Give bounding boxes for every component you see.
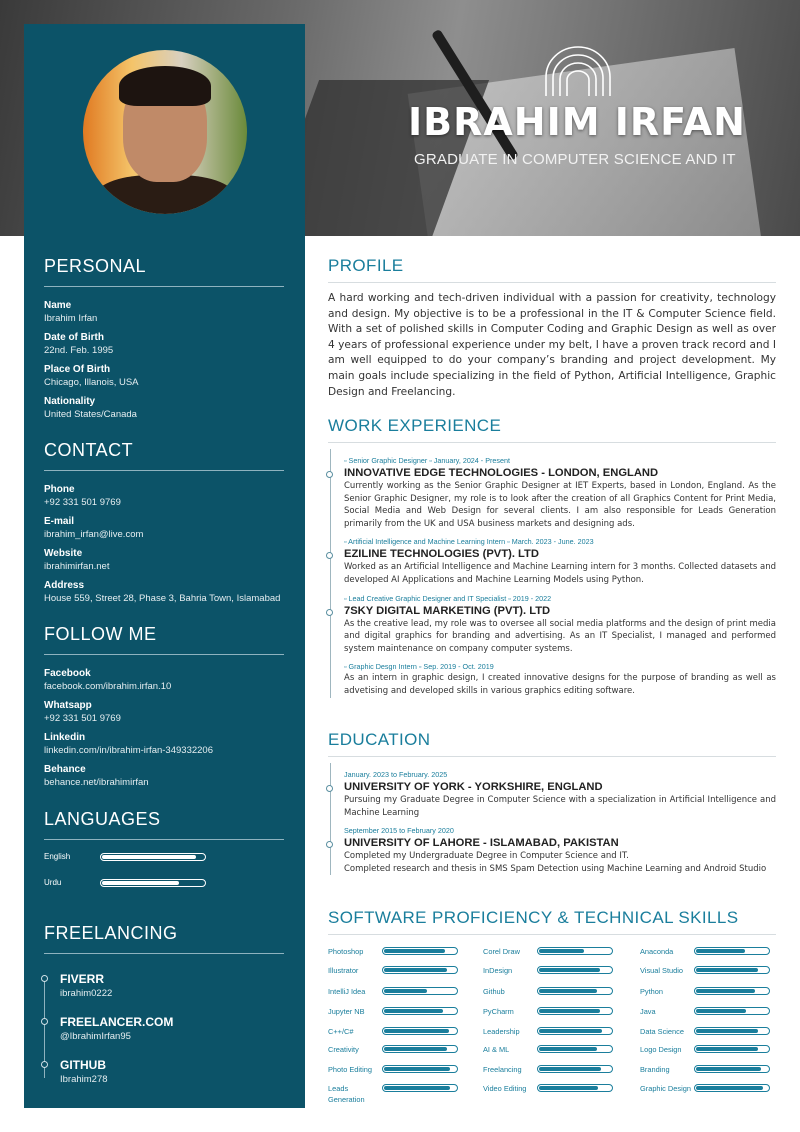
skill-level-fill — [539, 1086, 598, 1090]
skill-item — [640, 986, 780, 1006]
candidate-subtitle: GRADUATE IN COMPUTER SCIENCE AND IT — [414, 151, 736, 168]
website-link[interactable]: ibrahimirfan.net — [44, 561, 110, 572]
skill-level-fill — [539, 1029, 602, 1033]
skill-item — [640, 965, 780, 985]
contact-field — [44, 515, 284, 541]
freelancing-section — [44, 923, 284, 1101]
education-timeline — [328, 769, 776, 875]
skill-item — [483, 1044, 623, 1064]
skill-level-bar — [382, 1027, 458, 1035]
language-level-bar — [100, 853, 206, 861]
work-entry — [344, 455, 776, 530]
follow-field — [44, 763, 284, 789]
skill-name: Anaconda — [640, 947, 674, 956]
skill-level-fill — [696, 1067, 761, 1071]
work-section — [328, 416, 776, 704]
skill-level-fill — [384, 989, 427, 993]
follow-field — [44, 667, 284, 693]
skill-level-fill — [539, 1047, 597, 1051]
field-label: Name — [44, 300, 72, 311]
skill-item — [483, 1006, 623, 1026]
language-level-fill — [102, 855, 196, 859]
language-row — [44, 852, 284, 878]
skill-level-fill — [696, 1047, 758, 1051]
skill-level-bar — [694, 1045, 770, 1053]
education-description: Completed my Undergraduate Degree in Computer Science and IT. Completed research and thesis in SMS Spam Detection using Machine Learning and Android Studio — [344, 851, 767, 874]
skill-item — [640, 1044, 780, 1064]
skill-name: IntelliJ Idea — [328, 987, 366, 996]
skill-level-bar — [537, 1065, 613, 1073]
skill-name: InDesign — [483, 966, 513, 975]
work-description: As the creative lead, my role was to oversee all social media platforms and the design of print media and digital graphics for branding and advertising. As an IT Specialist, I managed and performed system maintenance on company computer systems. — [344, 618, 776, 654]
work-timeline — [328, 455, 776, 698]
skill-name: Video Editing — [483, 1084, 527, 1093]
field-label: Behance — [44, 764, 86, 775]
skill-item — [640, 1026, 780, 1046]
skill-level-fill — [696, 1009, 746, 1013]
field-label: Phone — [44, 484, 75, 495]
timeline-dot-icon — [41, 1018, 48, 1025]
skill-level-bar — [537, 947, 613, 955]
skill-level-fill — [696, 1086, 763, 1090]
field-label: Website — [44, 548, 83, 559]
skill-level-bar — [537, 1007, 613, 1015]
skill-level-fill — [384, 968, 447, 972]
skill-level-bar — [694, 966, 770, 974]
skill-name: Data Science — [640, 1027, 684, 1036]
timeline-line — [330, 449, 331, 698]
skill-name: Illustrator — [328, 966, 359, 975]
profile-text: A hard working and tech-driven individual with a passion for creativity, technology and design. My objective is to be a professional in the IT & Computer Science field. With a set of polished skills in Computer Coding and Graphic Design as well as over 4 years of professional experience under my belt, I have a proven track record and I am well equipped to do your company’s branding and project development. My main goals include specializing in the field of Python, Artificial Intelligence, Graphic Design and Freelancing. — [328, 292, 776, 398]
skill-level-fill — [539, 949, 584, 953]
platform-name: FIVERR — [60, 972, 105, 986]
skill-level-fill — [384, 949, 445, 953]
platform-handle: Ibrahim278 — [60, 1074, 108, 1085]
personal-section — [44, 256, 284, 427]
skill-level-fill — [696, 949, 745, 953]
freelancing-item[interactable] — [44, 1015, 284, 1058]
skill-level-fill — [384, 1086, 450, 1090]
work-entry — [344, 661, 776, 697]
skill-level-bar — [694, 1027, 770, 1035]
field-label: Facebook — [44, 668, 91, 679]
skill-level-fill — [539, 1067, 601, 1071]
skill-name: AI & ML — [483, 1045, 510, 1054]
language-level-fill — [102, 881, 179, 885]
field-label: Whatsapp — [44, 700, 92, 711]
skill-level-fill — [384, 1009, 443, 1013]
work-meta: ▫ Senior Graphic Designer ▫ January, 2024 - Present — [344, 456, 510, 465]
skill-level-fill — [696, 968, 758, 972]
education-section — [328, 730, 776, 881]
language-name: Urdu — [44, 878, 62, 887]
skill-name: Leadership — [483, 1027, 520, 1036]
skill-name: Java — [640, 1007, 656, 1016]
skill-level-fill — [696, 1029, 758, 1033]
skill-level-fill — [539, 968, 600, 972]
personal-field — [44, 395, 284, 421]
timeline-dot-icon — [326, 471, 333, 478]
personal-field — [44, 363, 284, 389]
work-heading: WORK EXPERIENCE — [328, 416, 776, 443]
work-meta: ▫ Graphic Desgn Intern ▫ Sep. 2019 - Oct. 2019 — [344, 662, 494, 672]
skill-level-fill — [539, 989, 597, 993]
skill-level-fill — [384, 1047, 447, 1051]
education-meta: September 2015 to February 2020 — [344, 826, 454, 836]
language-row — [44, 878, 284, 904]
skill-level-bar — [537, 1084, 613, 1092]
follow-section — [44, 624, 284, 795]
skill-item — [640, 1064, 780, 1084]
contact-section — [44, 440, 284, 611]
profile-photo — [83, 50, 247, 214]
skill-level-bar — [382, 987, 458, 995]
arch-logo-icon — [543, 44, 613, 96]
skill-name: PyCharm — [483, 1007, 514, 1016]
skill-name: Graphic Design — [640, 1084, 691, 1093]
personal-field — [44, 331, 284, 357]
contact-heading: CONTACT — [44, 440, 284, 471]
skill-name: Photo Editing — [328, 1065, 372, 1074]
skill-item — [640, 1006, 780, 1026]
language-level-bar — [100, 879, 206, 887]
skill-name: Github — [483, 987, 505, 996]
field-value: United States/Canada — [44, 409, 137, 420]
freelancing-item[interactable] — [44, 1058, 284, 1101]
language-name: English — [44, 852, 71, 861]
freelancing-item[interactable] — [44, 972, 284, 1015]
field-label: Place Of Birth — [44, 364, 111, 375]
languages-heading: LANGUAGES — [44, 809, 284, 840]
work-entry — [344, 593, 776, 656]
skill-item — [483, 965, 623, 985]
work-meta: ▫ Lead Creative Graphic Designer and IT Specialist ▫ 2019 - 2022 — [344, 593, 552, 603]
work-title: EZILINE TECHNOLOGIES (PVT). LTD — [344, 548, 539, 561]
profile-section — [328, 256, 776, 400]
timeline-dot-icon — [41, 975, 48, 982]
field-value: 22nd. Feb. 1995 — [44, 345, 114, 356]
skill-level-bar — [537, 1045, 613, 1053]
skill-name: Logo Design — [640, 1045, 682, 1054]
education-meta: January. 2023 to February. 2025 — [344, 770, 448, 779]
skill-level-bar — [382, 1065, 458, 1073]
candidate-name: IBRAHIM IRFAN — [408, 100, 746, 144]
field-label: Date of Birth — [44, 332, 104, 343]
field-label: Address — [44, 580, 85, 591]
contact-field — [44, 579, 284, 605]
platform-handle: @IbrahimIrfan95 — [60, 1031, 131, 1042]
skill-level-bar — [537, 1027, 613, 1035]
timeline-dot-icon — [326, 785, 333, 792]
skill-level-bar — [382, 947, 458, 955]
phone-value[interactable]: +92 331 501 9769 — [44, 497, 121, 508]
education-title: UNIVERSITY OF YORK - YORKSHIRE, ENGLAND — [344, 781, 603, 793]
skill-level-bar — [694, 1007, 770, 1015]
behance-link[interactable]: behance.net/ibrahimirfan — [44, 777, 149, 788]
timeline-dot-icon — [326, 841, 333, 848]
personal-heading: PERSONAL — [44, 256, 284, 287]
contact-field — [44, 483, 284, 509]
skill-item — [328, 1064, 468, 1084]
freelancing-timeline — [44, 966, 284, 1101]
skill-item — [640, 946, 780, 966]
work-description: Currently working as the Senior Graphic Designer at IET Experts, based in London, England. As the Senior Graphic Designer, my role is to look after the creation of all Graphics Content for Print Media, Social Media and Web Design for several clients. I am also responsible for Leads Generation primarily from the UK and USA business markets and designing ads. — [344, 481, 776, 529]
timeline-line — [330, 763, 331, 875]
education-entry — [344, 769, 776, 819]
field-label: Nationality — [44, 396, 96, 407]
skill-level-bar — [537, 966, 613, 974]
skill-item — [483, 1026, 623, 1046]
skill-item — [483, 986, 623, 1006]
skill-item — [328, 1006, 468, 1026]
skill-level-fill — [696, 989, 755, 993]
work-title: INNOVATIVE EDGE TECHNOLOGIES - LONDON, ENGLAND — [344, 467, 659, 479]
skills-section — [328, 908, 776, 1108]
address-value: House 559, Street 28, Phase 3, Bahria Town, Islamabad — [44, 593, 281, 604]
languages-section — [44, 809, 284, 904]
skill-level-bar — [382, 1084, 458, 1092]
skill-item — [328, 965, 468, 985]
skill-level-fill — [539, 1009, 600, 1013]
skill-level-bar — [382, 1045, 458, 1053]
freelancing-heading: FREELANCING — [44, 923, 284, 954]
follow-field — [44, 731, 284, 757]
timeline-dot-icon — [326, 552, 333, 559]
platform-name: GITHUB — [60, 1058, 106, 1072]
languages-list — [44, 852, 284, 904]
skill-item — [328, 1026, 468, 1046]
field-value: Ibrahim Irfan — [44, 313, 98, 324]
skill-level-bar — [694, 1065, 770, 1073]
skill-name: C++/C# — [328, 1027, 354, 1036]
whatsapp-link[interactable]: +92 331 501 9769 — [44, 713, 121, 724]
skill-level-bar — [694, 987, 770, 995]
platform-handle: ibrahim0222 — [60, 988, 113, 999]
education-entry — [344, 825, 776, 875]
skill-level-fill — [384, 1029, 449, 1033]
skill-name: Visual Studio — [640, 966, 684, 975]
education-heading: EDUCATION — [328, 730, 776, 757]
sidebar — [24, 24, 305, 1108]
work-description: As an intern in graphic design, I created innovative designs for the purpose of branding as well as advetising and developed skills in various graphics editing software. — [344, 673, 776, 696]
work-entry — [344, 536, 776, 586]
skill-name: Photoshop — [328, 947, 364, 956]
skill-item — [328, 986, 468, 1006]
skill-item — [328, 1044, 468, 1064]
platform-name: FREELANCER.COM — [60, 1015, 174, 1029]
personal-field — [44, 299, 284, 325]
timeline-dot-icon — [326, 609, 333, 616]
timeline-dot-icon — [41, 1061, 48, 1068]
profile-heading: PROFILE — [328, 256, 776, 283]
field-label: Linkedin — [44, 732, 86, 743]
work-title: 7SKY DIGITAL MARKETING (PVT). LTD — [344, 604, 551, 617]
skill-name: Branding — [640, 1065, 670, 1074]
education-title: UNIVERSITY OF LAHORE - ISLAMABAD, PAKISTAN — [344, 837, 619, 850]
skill-level-fill — [384, 1067, 450, 1071]
skill-item — [483, 946, 623, 966]
skill-level-bar — [694, 947, 770, 955]
skill-level-bar — [694, 1084, 770, 1092]
contact-field — [44, 547, 284, 573]
skill-item — [328, 1083, 468, 1103]
follow-field — [44, 699, 284, 725]
email-link[interactable]: ibrahim_irfan@live.com — [44, 529, 144, 540]
field-value: Chicago, Illanois, USA — [44, 377, 139, 388]
skill-item — [328, 946, 468, 966]
work-description: Worked as an Artificial Intelligence and Machine Learning intern for 3 months. Collected datasets and developed AI Applications and Machine Learning Models using Python. — [344, 562, 776, 585]
field-label: E-mail — [44, 516, 75, 527]
work-meta: ▫ Artificial Intelligence and Machine Learning Intern ▫ March. 2023 - June. 2023 — [344, 537, 594, 547]
skill-level-bar — [537, 987, 613, 995]
education-description: Pursuing my Graduate Degree in Computer Science with a specialization in Artificial Intelligence and Machine Learning — [344, 795, 776, 818]
follow-heading: FOLLOW ME — [44, 624, 284, 655]
skill-item — [483, 1083, 623, 1103]
skill-level-bar — [382, 1007, 458, 1015]
skill-level-bar — [382, 966, 458, 974]
skill-name: Creativity — [328, 1045, 359, 1054]
skill-name: Python — [640, 987, 664, 996]
skill-name: Corel Draw — [483, 947, 520, 956]
facebook-link[interactable]: facebook.com/ibrahim.irfan.10 — [44, 681, 172, 692]
skill-name: Jupyter NB — [328, 1007, 365, 1016]
skill-name: Freelancing — [483, 1065, 522, 1074]
skills-heading: SOFTWARE PROFICIENCY & TECHNICAL SKILLS — [328, 908, 776, 935]
skill-item — [640, 1083, 780, 1103]
skill-name: Leads Generation — [328, 1084, 365, 1104]
linkedin-link[interactable]: linkedin.com/in/ibrahim-irfan-349332206 — [44, 745, 213, 756]
skill-item — [483, 1064, 623, 1084]
